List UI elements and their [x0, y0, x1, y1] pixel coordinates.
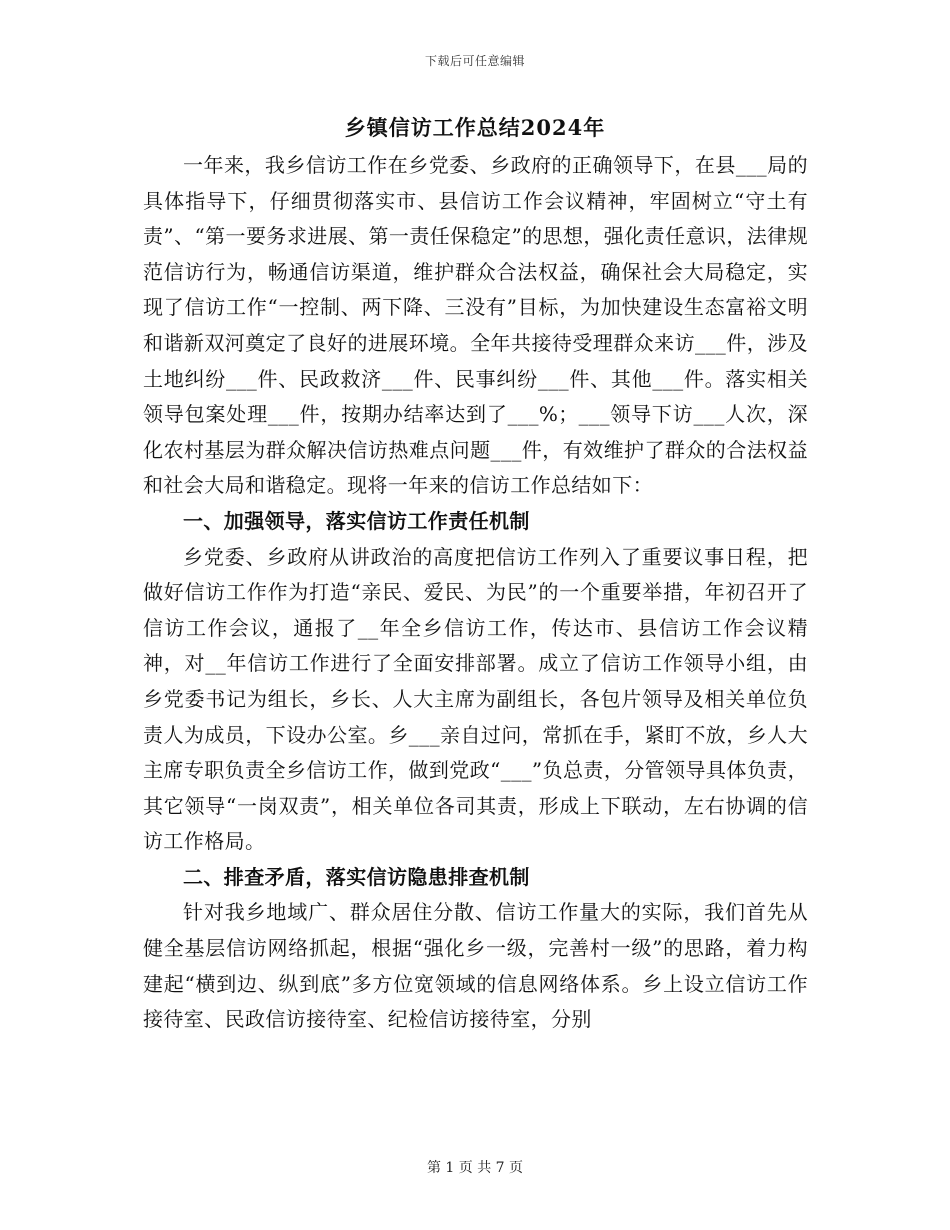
section-1-paragraph: 乡党委、乡政府从讲政治的高度把信访工作列入了重要议事日程，把做好信访工作作为打造“亲民、爱民、为民”的一个重要举措，年初召开了信访工作会议，通报了__年全乡信访工作，传达市、县信访工作会议精神，对__年信访工作进行了全面安排部署。成立了信访工作领导小组，由乡党委书记为组长，乡长、人大主席为副组长，各包片领导及相关单位负责人为成员，下设办公室。乡___亲自过问，常抓在手，紧盯不放，乡人大主席专职负责全乡信访工作，做到党政“___”负总责，分管领导具体负责，其它领导“一岗双责”，相关单位各司其责，形成上下联动，左右协调的信访工作格局。 [143, 544, 808, 854]
page-footer-number: 第 1 页 共 7 页 [426, 1160, 524, 1176]
section-heading-1: 一、加强领导，落实信访工作责任机制 [183, 508, 530, 533]
section-2-paragraph: 针对我乡地域广、群众居住分散、信访工作量大的实际，我们首先从健全基层信访网络抓起，根据“强化乡一级，完善村一级”的思路，着力构建起“横到边、纵到底”多方位宽领域的信息网络体系。乡上设立信访工作接待室、民政信访接待室、纪检信访接待室，分别 [143, 900, 808, 1032]
document-body [143, 148, 808, 1038]
section-heading-2: 二、排查矛盾，落实信访隐患排查机制 [183, 864, 530, 889]
page-header-note: 下载后可任意编辑 [424, 54, 525, 68]
intro-paragraph: 一年来，我乡信访工作在乡党委、乡政府的正确领导下，在县___局的具体指导下，仔细贯彻落实市、县信访工作会议精神，牢固树立“守土有责”、“第一要务求进展、第一责任保稳定”的思想，强化责任意识，法律规范信访行为，畅通信访渠道，维护群众合法权益，确保社会大局稳定，实现了信访工作“一控制、两下降、三没有”目标，为加快建设生态富裕文明和谐新双河奠定了良好的进展环境。全年共接待受理群众来访___件，涉及土地纠纷___件、民政救济___件、民事纠纷___件、其他___件。落实相关领导包案处理___件，按期办结率达到了___%；___领导下访___人次，深化农村基层为群众解决信访热难点问题___件，有效维护了群众的合法权益和社会大局和谐稳定。现将一年来的信访工作总结如下： [143, 153, 808, 498]
document-title: 乡镇信访工作总结2024年 [344, 115, 606, 140]
